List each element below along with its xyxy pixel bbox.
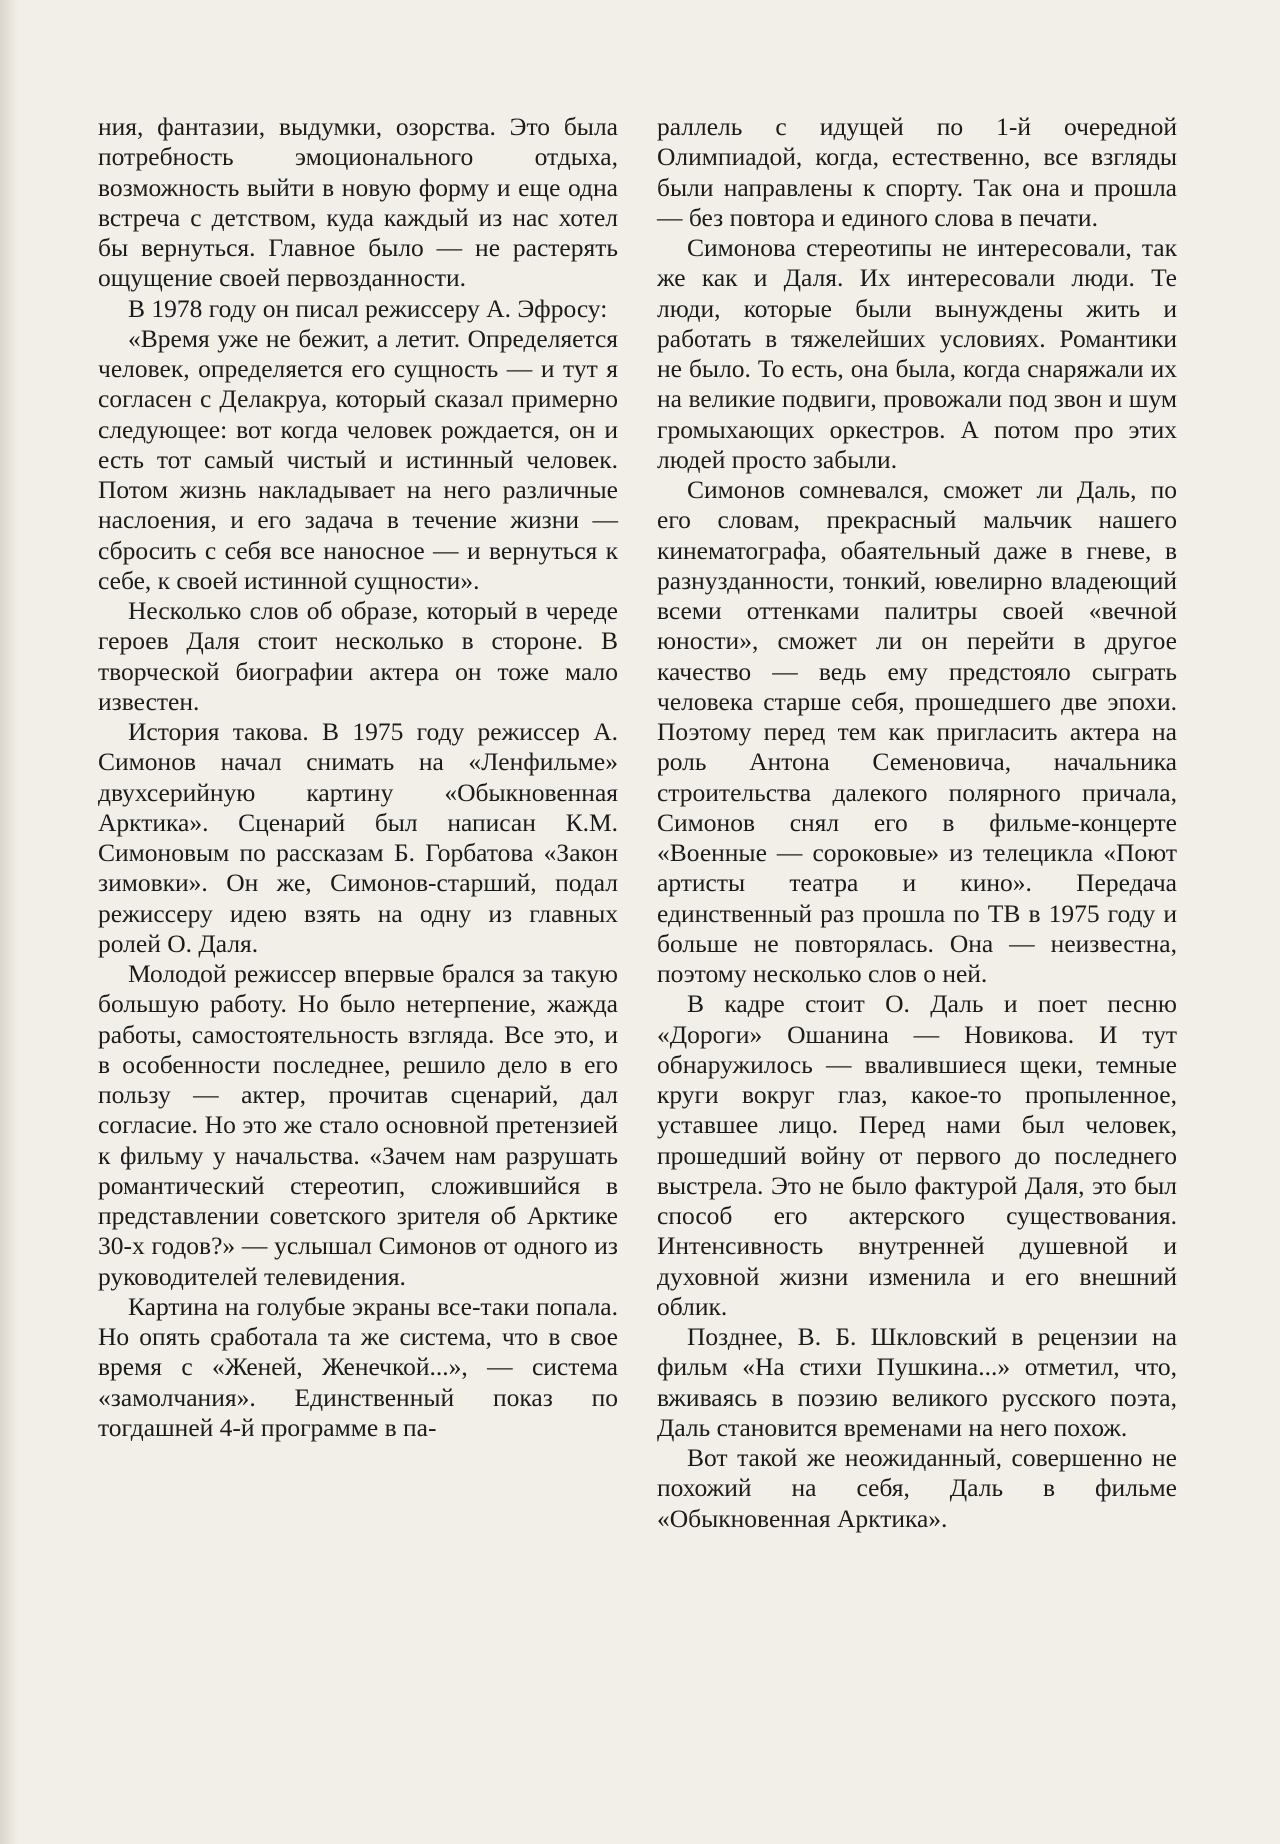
paragraph: Несколько слов об образе, который в череде героев Даля стоит несколько в стороне. В творческой биографии актера он тоже мало известен. [98, 596, 618, 716]
left-text-column [98, 112, 618, 1443]
paragraph: раллель с идущей по 1-й очередной Олимпиадой, когда, естественно, все взгляды были направлены к спорту. Так она и прошла — без повтора и единого слова в печати. [657, 112, 1177, 232]
quote-paragraph: «Время уже не бежит, а летит. Определяется человек, определяется его сущность — и тут я согласен с Делакруа, который сказал примерно следующее: вот когда человек рождается, он и есть тот самый чистый и истинный человек. Потом жизнь накладывает на него различные наслоения, и его задача в течение жизни — сбросить с себя все наносное — и вернуться к себе, к своей истинной сущности». [98, 323, 618, 595]
paragraph: В кадре стоит О. Даль и поет песню «Дороги» Ошанина — Новикова. И тут обнаружилось — ввалившиеся щеки, темные круги вокруг глаз, какое-то пропыленное, уставшее лицо. Перед нами был человек, прошедший войну от первого до последнего выстрела. Это не было фактурой Даля, это был способ его актерского существования. Интенсивность внутренней душевной и духовной жизни изменила и его внешний облик. [657, 989, 1177, 1321]
paragraph: Вот такой же неожиданный, совершенно не похожий на себя, Даль в фильме «Обыкновенная Арктика». [657, 1443, 1177, 1533]
paragraph: Молодой режиссер впервые брался за такую большую работу. Но было нетерпение, жажда работы, самостоятельность взгляда. Все это, и в особенности последнее, решило дело в его пользу — актер, прочитав сценарий, дал согласие. Но это же стало основной претензией к фильму у начальства. «Зачем нам разрушать романтический стереотип, сложившийся в представлении советского зрителя об Арктике 30-х годов?» — услышал Симонов от одного из руководителей телевидения. [98, 959, 618, 1291]
right-text-column [657, 112, 1177, 1534]
paragraph: ния, фантазии, выдумки, озорства. Это была потребность эмоционального отдыха, возможность выйти в новую форму и еще одна встреча с детством, куда каждый из нас хотел бы вернуться. Главное было — не растерять ощущение своей первозданности. [98, 112, 618, 293]
paragraph: Симонов сомневался, сможет ли Даль, по его словам, прекрасный мальчик нашего кинематографа, обаятельный даже в гневе, в разнузданности, тонкий, ювелирно владеющий всеми оттенками палитры своей «вечной юности», сможет ли он перейти в другое качество — ведь ему предстояло сыграть человека старше себя, прошедшего две эпохи. Поэтому перед тем как пригласить актера на роль Антона Семеновича, начальника строительства далекого полярного причала, Симонов снял его в фильме-концерте «Военные — сороковые» из телецикла «Поют артисты театра и кино». Передача единственный раз прошла по ТВ в 1975 году и больше не повторялась. Она — неизвестна, поэтому несколько слов о ней. [657, 475, 1177, 988]
paragraph: История такова. В 1975 году режиссер А. Симонов начал снимать на «Ленфильме» двухсерийную картину «Обыкновенная Арктика». Сценарий был написан К.М. Симоновым по рассказам Б. Горбатова «Закон зимовки». Он же, Симонов-старший, подал режиссеру идею взять на одну из главных ролей О. Даля. [98, 717, 618, 958]
paragraph: Картина на голубые экраны все-таки попала. Но опять сработала та же система, что в свое время с «Женей, Женечкой...», — система «замолчания». Единственный показ по тогдашней 4-й программе в па- [98, 1291, 618, 1442]
paragraph: Позднее, В. Б. Шкловский в рецензии на фильм «На стихи Пушкина...» отметил, что, вживаясь в поэзию великого русского поэта, Даль становится временами на него похож. [657, 1322, 1177, 1442]
paragraph: Симонова стереотипы не интересовали, так же как и Даля. Их интересовали люди. Те люди, которые были вынуждены жить и работать в тяжелейших условиях. Романтики не было. То есть, она была, когда снаряжали их на великие подвиги, провожали под звон и шум громыхающих оркестров. А потом про этих людей просто забыли. [657, 233, 1177, 474]
paragraph: В 1978 году он писал режиссеру А. Эфросу: [128, 293, 608, 323]
